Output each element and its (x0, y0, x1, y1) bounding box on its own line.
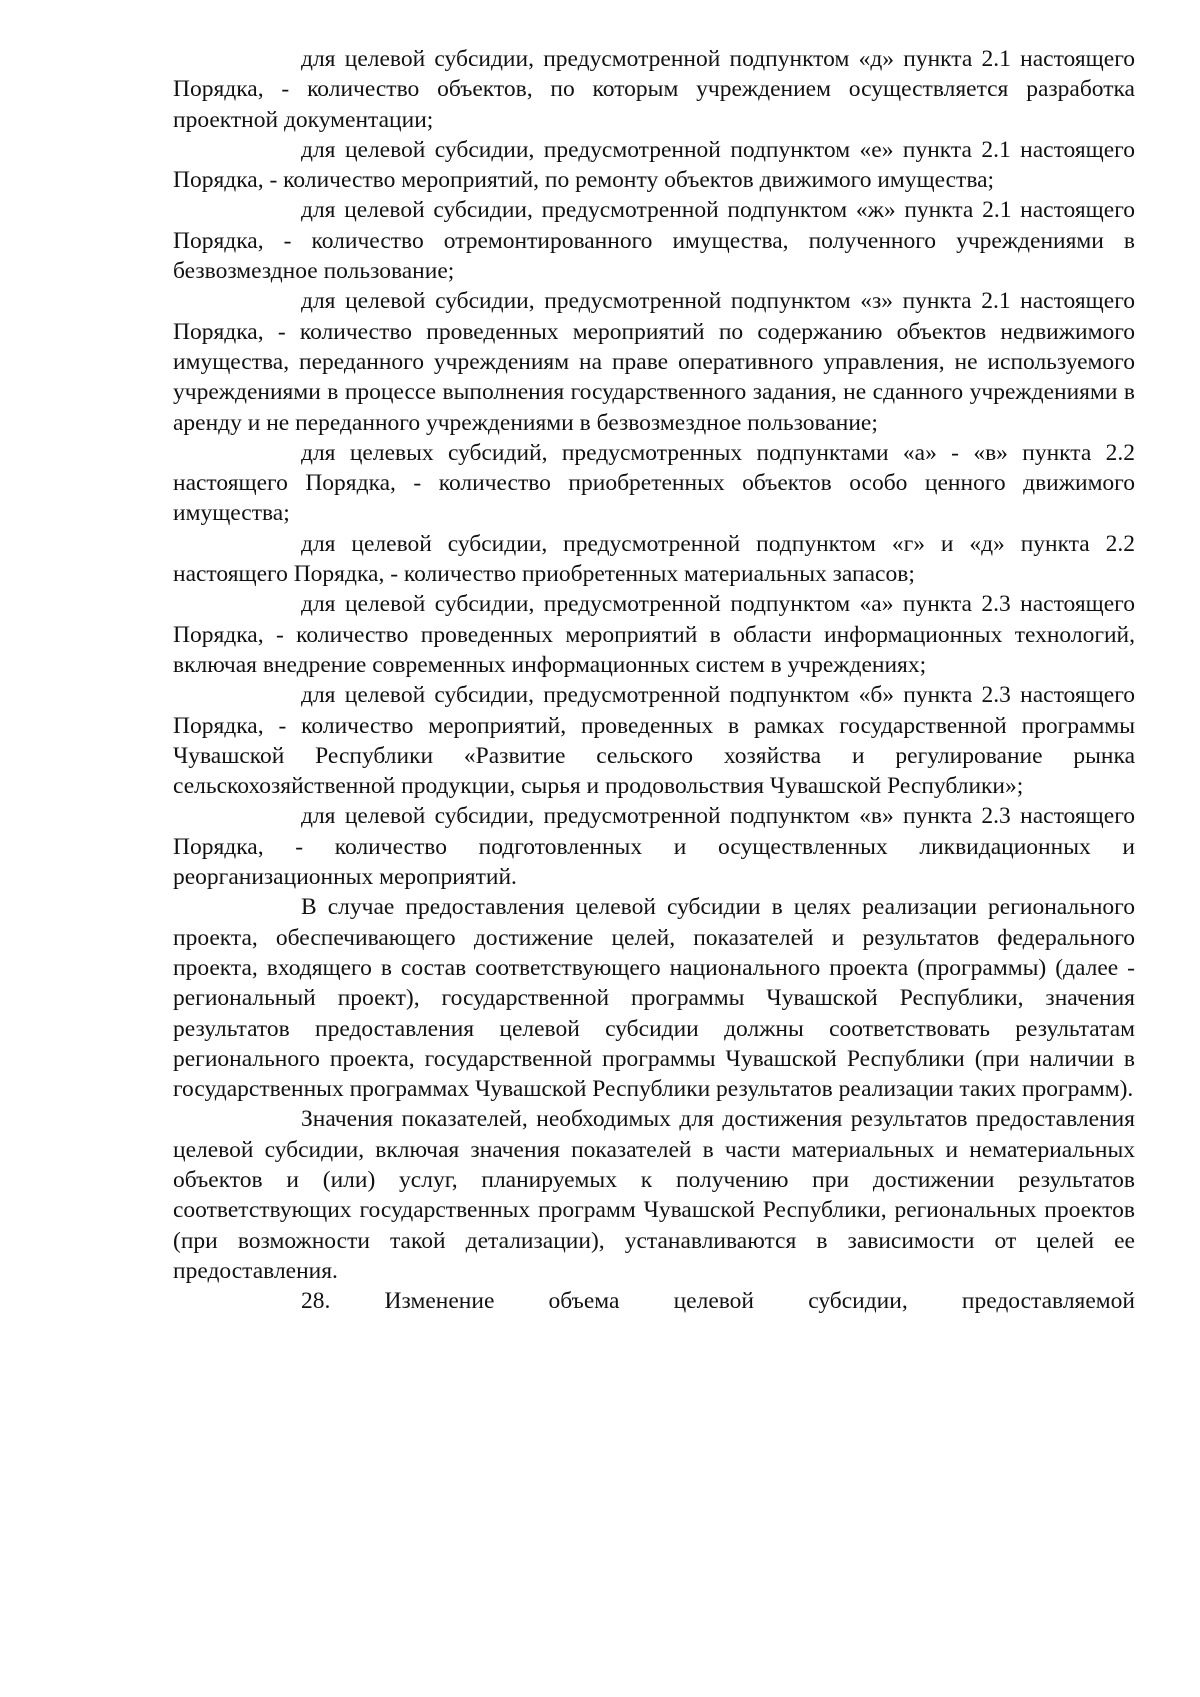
paragraph-subsidy-d-2-1: для целевой субсидии, предусмотренной подпунктом «д» пункта 2.1 настоящего Порядка, - количество объектов, по которым учреждением осуществляется разработка проектной документации; (173, 46, 1135, 133)
paragraph-subsidy-e-2-1: для целевой субсидии, предусмотренной подпунктом «е» пункта 2.1 настоящего Порядка, - количество мероприятий, по ремонту объектов движимого имущества; (173, 136, 1135, 194)
paragraph-subsidy-b-2-3: для целевой субсидии, предусмотренной подпунктом «б» пункта 2.3 настоящего Порядка, - количество мероприятий, проведенных в рамках государственной программы Чувашской Республики «Развитие сельского хозяйства и регулирование рынка сельскохозяйственной продукции, сырья и продовольствия Чувашской Республики»; (173, 682, 1135, 800)
paragraph-indicator-values: Значения показателей, необходимых для достижения результатов предоставления целевой субсидии, включая значения показателей в части материальных и нематериальных объектов и (или) услуг, планируемых к получению при достижении результатов соответствующих государственных программ Чувашской Республики, региональных проектов (при возможности такой детализации), устанавливаются в зависимости от целей ее предоставления. (173, 1106, 1135, 1284)
paragraph-subsidy-a-2-3: для целевой субсидии, предусмотренной подпунктом «а» пункта 2.3 настоящего Порядка, - количество проведенных мероприятий в области информационных технологий, включая внедрение современных информационных систем в учреждениях; (173, 591, 1135, 678)
paragraph-regional-project: В случае предоставления целевой субсидии в целях реализации регионального проекта, обеспечивающего достижение целей, показателей и результатов федерального проекта, входящего в состав соответствующего национального проекта (программы) (далее - региональный проект), государственной программы Чувашской Республики, значения результатов предоставления целевой субсидии должны соответствовать результатам регионального проекта, государственной программы Чувашской Республики (при наличии в государственных программах Чувашской Республики результатов реализации таких программ). (173, 894, 1135, 1103)
paragraph-subsidy-zh-2-1: для целевой субсидии, предусмотренной подпунктом «ж» пункта 2.1 настоящего Порядка, - количество отремонтированного имущества, полученного учреждениями в безвозмездное пользование; (173, 197, 1135, 285)
paragraph-section-28: 28. Изменение объема целевой субсидии, предоставляемой (301, 1288, 1135, 1315)
paragraph-subsidies-a-v-2-2: для целевых субсидий, предусмотренных подпунктами «а» - «в» пункта 2.2 настоящего Порядка, - количество приобретенных объектов особо ценного движимого имущества; (173, 439, 1135, 527)
paragraph-subsidy-z-2-1: для целевой субсидии, предусмотренной подпунктом «з» пункта 2.1 настоящего Порядка, - количество проведенных мероприятий по содержанию объектов недвижимого имущества, переданного учреждениям на праве оперативного управления, не используемого учреждениями в процессе выполнения государственного задания, не сданного учреждениями в аренду и не переданного учреждениями в безвозмездное пользование; (173, 288, 1135, 436)
paragraph-subsidy-g-d-2-2: для целевой субсидии, предусмотренной подпунктом «г» и «д» пункта 2.2 настоящего Порядка, - количество приобретенных материальных запасов; (173, 530, 1135, 588)
paragraph-subsidy-v-2-3: для целевой субсидии, предусмотренной подпунктом «в» пункта 2.3 настоящего Порядка, - количество подготовленных и осуществленных ликвидационных и реорганизационных мероприятий. (173, 803, 1135, 891)
document-page (173, 44, 1135, 1316)
